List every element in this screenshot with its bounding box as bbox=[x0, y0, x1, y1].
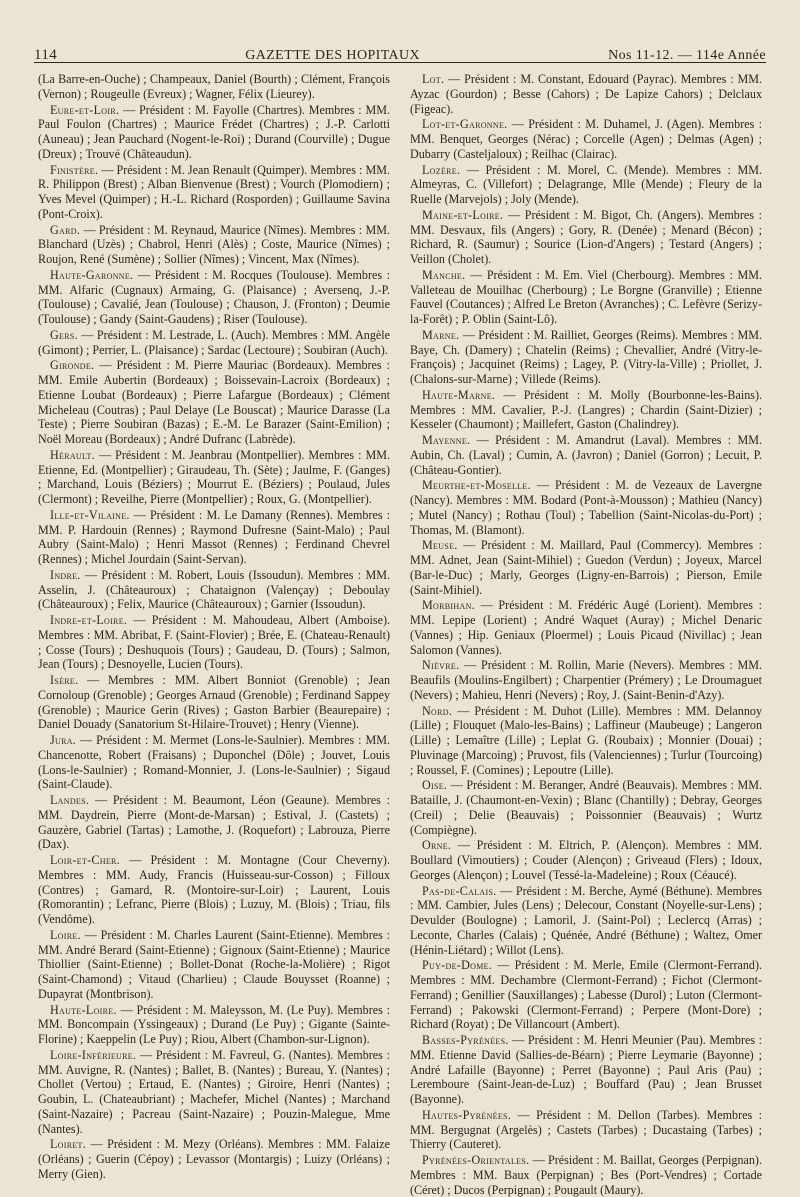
right-column bbox=[410, 72, 762, 1197]
department-name: Puy-de-Dome. bbox=[422, 958, 493, 973]
department-entry bbox=[410, 268, 762, 327]
department-name: Loiret. bbox=[50, 1137, 87, 1152]
committee-members: — Président : M. Amandrut (Laval). Membres : MM. Aubin, Ch. (Laval) ; Cumin, A. (Javron) ; Daniel (Gorron) ; Lecuit, P. (Château-Gontier). bbox=[410, 433, 762, 477]
department-entry bbox=[410, 778, 762, 837]
committee-members: — Président : M. Charles Laurent (Saint-Etienne). Membres : MM. André Berard (Saint-Etienne) ; Gignoux (Saint-Etienne) ; Maurice Thiollier (Saint-Etienne) ; Bollet-Donat (Roche-la-Molière) ; Rigot (Saint-Chamond) ; Vitaud (Charlieu) ; Claude Bouysset (Roanne) ; Dupayrat (Montbrison). bbox=[38, 927, 390, 1001]
department-name: Meurthe-et-Moselle. bbox=[422, 478, 531, 493]
department-name: Haute-Loire. bbox=[50, 1002, 117, 1017]
committee-members: — Président : M. Jeanbrau (Montpellier). Membres : MM. Etienne, Ed. (Montpellier) ; Giraudeau, Th. (Sète) ; Jaulme, F. (Ganges) ; Marchand, Louis (Béziers) ; Mourrut E. (Béziers) ; Poulaud, Jules (Clermont) ; Reveilhe, Pierre (Montpellier) ; Roux, G. (Montpellier). bbox=[38, 447, 390, 506]
department-entry bbox=[38, 72, 390, 102]
department-entry bbox=[38, 928, 390, 1002]
department-name: Pyrénées-Orientales. bbox=[422, 1153, 530, 1167]
department-name: Isère. bbox=[50, 673, 79, 687]
department-name: Ille-et-Vilaine. bbox=[50, 507, 130, 522]
committee-members: — Président : M. Mahoudeau, Albert (Amboise). Membres : MM. Abribat, F. (Saint-Flovier) ; Brée, E. (Chateau-Renault) ; Cosse (Tours) ; Deshuquois (Tours) ; Gaudeau, D. (Tours) ; Salmon, Jean (Tours) ; Desnoyelle, Lucien (Tours). bbox=[38, 613, 390, 672]
department-name: Eure-et-Loir. bbox=[50, 102, 120, 117]
department-entry bbox=[410, 838, 762, 882]
department-name: Loir-et-Cher. bbox=[50, 853, 120, 867]
department-entry bbox=[38, 103, 390, 162]
department-name: Haute-Marne. bbox=[422, 387, 496, 402]
committee-members: — Président : M. Duhamel, J. (Agen). Membres : MM. Benquet, Georges (Nérac) ; Corcelle (Agen) ; Delmas (Agen) ; Dubarry (Casteljaloux) ; Reilhac (Clairac). bbox=[410, 117, 762, 161]
committee-members: — Président : M. Montagne (Cour Cheverny). Membres : MM. Audy, Francis (Huisseau-sur-Cosson) ; Filloux (Contres) ; Gamard, R. (Montoire-sur-Loir) ; Laurent, Louis (Romorantin) ; Lefranc, Pierre (Blois) ; Luzuy, M. (Blois) ; Triau, fils (Vendôme). bbox=[38, 853, 390, 926]
committee-members: — Membres : MM. Albert Bonniot (Grenoble) ; Jean Cornoloup (Grenoble) ; Georges Arnaud (Grenoble) ; Ferdinand Sappey (Grenoble) ; Maurice Gerin (Rives) ; Gaston Barbier (Beaurepaire) ; Daniel Douady (Sanatorium St-Hilaire-Trouvet) ; Henry (Vienne). bbox=[38, 673, 390, 732]
department-entry bbox=[38, 448, 390, 507]
committee-members: — Président : M. Mezy (Orléans). Membres : MM. Falaize (Orléans) ; Guerin (Cépoy) ; Levassor (Montargis) ; Luizy (Orléans) ; Merry (Gien). bbox=[38, 1137, 390, 1181]
department-name: Pas-de-Calais. bbox=[422, 883, 497, 898]
department-name: Mayenne. bbox=[422, 433, 471, 447]
issue-info: Nos 11-12. — 114e Année bbox=[608, 48, 766, 63]
department-name: Indre-et-Loire. bbox=[50, 613, 128, 627]
committee-members: — Président : M. Le Damany (Rennes). Membres : MM. P. Hardouin (Rennes) ; Raymond Dufresne (Saint-Malo) ; Paul Aubry (Saint-Malo) ; Henri Massot (Rennes) ; Ferdinand Chevrel (Rennes) ; Michel Jourdain (Saint-Servan). bbox=[38, 507, 390, 566]
committee-members: — Président : M. Morel, C. (Mende). Membres : MM. Almeyras, C. (Villefort) ; Delagrange, Mlle (Mende) ; Fleury de la Ruelle (Marvejols) ; Joly (Mende). bbox=[410, 162, 762, 206]
department-name: Manche. bbox=[422, 267, 466, 282]
department-entry bbox=[410, 478, 762, 537]
department-name: Haute-Garonne. bbox=[50, 267, 134, 282]
department-entry bbox=[410, 704, 762, 778]
committee-members: — Président : M. Frédéric Augé (Lorient). Membres : MM. Lepipe (Lorient) ; André Waquet (Auray) ; Michel Denaric (Vannes) ; Hip. Geniaux (Ploermel) ; Louis Picaud (Nivillac) ; Jean Salomon (Vannes). bbox=[410, 598, 762, 657]
department-entry bbox=[38, 733, 390, 792]
committee-members: — Président : M. Em. Viel (Cherbourg). Membres : MM. Valleteau de Mouilhac (Cherbourg) ; Le Borgne (Granville) ; Etienne Fauvel (Coutances) ; Alfred Le Breton (Avranches) ; C. Lefèvre (Serizy-la-Forêt) ; P. Oblin (Saint-Lô). bbox=[410, 267, 762, 326]
committee-members: — Président : M. Jean Renault (Quimper). Membres : MM. R. Philippon (Brest) ; Alban Bienvenue (Brest) ; Vourch (Plomodiern) ; Yves Mevel (Quimper) ; H.-L. Richard (Rosporden) ; Guillaume Savina (Pont-Croix). bbox=[38, 162, 390, 221]
department-entry bbox=[38, 1048, 390, 1137]
department-entry bbox=[38, 568, 390, 612]
committee-members: — Président : M. Rollin, Marie (Nevers). Membres : MM. Beaufils (Moulins-Engilbert) ; Charpentier (Prémery) ; Le Droumaguet (Nevers) ; Mahieu, Henri (Nevers) ; Roy, J. (Saint-Benin-d'Azy). bbox=[410, 658, 762, 702]
department-entry bbox=[38, 268, 390, 327]
committee-members: — Président : M. Pierre Mauriac (Bordeaux). Membres : MM. Emile Aubertin (Bordeaux) ; Boissevain-Lacroix (Bordeaux) ; Etienne Loubat (Bordeaux) ; Pierre Lafargue (Bordeaux) ; Clément Micheleau (Coutras) ; Paul Delaye (Le Bouscat) ; Maurice Darasse (La Teste) ; Pierre Soubiran (Bazas) ; E.-M. Le Barazer (Saint-Emilion) ; Noël Moreau (Bordeaux) ; André Dufranc (Labrède). bbox=[38, 358, 390, 446]
department-name: Morbihan. bbox=[422, 598, 475, 613]
department-name: Loire. bbox=[50, 927, 81, 942]
department-entry bbox=[410, 328, 762, 387]
committee-members: — Président : M. Molly (Bourbonne-les-Bains). Membres : MM. Cavalier, P.-J. (Langres) ; Chardin (Saint-Dizier) ; Kesseler (Chaumont) ; Maillefert, Gaston (Chalindrey). bbox=[410, 387, 762, 432]
committee-members: — Président : M. Mermet (Lons-le-Saulnier). Membres : MM. Chancenotte, Robert (Fraisans) ; Duponchel (Dôle) ; Jouvet, Louis (Lons-le-Saulnier) ; Romand-Monnier, J. (Lons-le-Saulnier) ; Sigaud (Saint-Claude). bbox=[38, 733, 390, 792]
department-entry bbox=[38, 1003, 390, 1047]
committee-members: — Président : M. Beaumont, Léon (Geaune). Membres : MM. Daydrein, Pierre (Mont-de-Marsan) ; Estival, J. (Castets) ; Gauzère, Gabriel (Tartas) ; Lamothe, J. (Roquefort) ; Labrouza, Pierre (Dax). bbox=[38, 793, 390, 852]
department-entry bbox=[38, 793, 390, 852]
department-entry bbox=[410, 598, 762, 657]
department-entry bbox=[410, 72, 762, 116]
department-entry bbox=[38, 1137, 390, 1181]
department-name: Hérault. bbox=[50, 447, 95, 462]
committee-members: (La Barre-en-Ouche) ; Champeaux, Daniel (Bourth) ; Clément, François (Vernon) ; Rougeulle (Evreux) ; Wagner, Félix (Lieurey). bbox=[38, 72, 390, 101]
journal-title: GAZETTE DES HOPITAUX bbox=[245, 48, 421, 63]
committee-members: — Président : M. Railliet, Georges (Reims). Membres : MM. Baye, Ch. (Damery) ; Chatelin (Reims) ; Chevallier, André (Vitry-le-François) ; Jacquinet (Reims) ; Lagey, P. (Vitry-la-Ville) ; Priollet, J. (Chalons-sur-Marne) ; Villede (Reims). bbox=[410, 327, 762, 386]
department-name: Marne. bbox=[422, 327, 460, 342]
committee-members: — Président : M. Eltrich, P. (Alençon). Membres : MM. Boullard (Vimoutiers) ; Couder (Alençon) ; Griveaud (Flers) ; Idoux, Georges (Alençon) ; Louvel (Tessé-la-Madeleine) ; Roux (Céaucé). bbox=[410, 838, 762, 882]
committee-members: — Président : M. Maillard, Paul (Commercy). Membres : MM. Adnet, Jean (Saint-Mihiel) ; Guedon (Verdun) ; Joyeux, Marcel (Bar-le-Duc) ; Marly, Georges (Ligny-en-Barrois) ; Pierson, Emile (Saint-Mihiel). bbox=[410, 538, 762, 597]
department-entry bbox=[410, 1153, 762, 1197]
department-entry bbox=[38, 223, 390, 267]
committee-members: — Président : M. Favreul, G. (Nantes). Membres : MM. Auvigne, R. (Nantes) ; Ballet, B. (Nantes) ; Bureau, Y. (Nantes) ; Chollet (Vertou) ; Ertaud, E. (Nantes) ; Giroire, Henri (Nantes) ; Goubin, L. (Chateaubriant) ; Machefer, Michel (Nantes) ; Marchand (Saint-Nazaire) ; Pacreau (Saint-Nazaire) ; Pouzin-Malegue, Mme (Nantes). bbox=[38, 1047, 390, 1136]
department-name: Lot-et-Garonne. bbox=[422, 117, 508, 132]
committee-members: — Président : M. de Vezeaux de Lavergne (Nancy). Membres : MM. Bodard (Pont-à-Mousson) ; Mathieu (Nancy) ; Mutel (Nancy) ; Rothau (Toul) ; Tabellion (Saint-Nicolas-du-Port) ; Thomas, M. (Blamont). bbox=[410, 478, 762, 537]
committee-members: — Président : M. Duhot (Lille). Membres : MM. Delannoy (Lille) ; Flouquet (Malo-les-Bains) ; Laffineur (Maubeuge) ; Langeron (Lille) ; Lemaître (Lille) ; Leplat G. (Roubaix) ; Monnier (Douai) ; Pluvinage (Marcoing) ; Pruvost, fils (Valenciennes) ; Turlur (Tourcoing) ; Roussel, F. (Comines) ; Lepoutre (Lille). bbox=[410, 703, 762, 777]
committee-members: — Président : M. Fayolle (Chartres). Membres : MM. Paul Foulon (Chartres) ; Maurice Frédet (Chartres) ; J.-P. Carlotti (Auneau) ; Jean Pauchard (Nogent-le-Roi) ; Durand (Courville) ; Dugue (Dreux) ; Trouvé (Châteaudun). bbox=[38, 102, 390, 161]
department-name: Jura. bbox=[50, 733, 77, 747]
department-name: Nord. bbox=[422, 703, 453, 718]
department-entry bbox=[38, 613, 390, 672]
department-entry bbox=[410, 658, 762, 702]
department-name: Orne. bbox=[422, 838, 452, 853]
committee-members: — Président : M. Baillat, Georges (Perpignan). Membres : MM. Baux (Perpignan) ; Bes (Port-Vendres) ; Cortade (Céret) ; Ducos (Perpignan) ; Pougault (Maury). bbox=[410, 1153, 762, 1197]
department-name: Hautes-Pyrénées. bbox=[422, 1107, 512, 1122]
department-name: Maine-et-Loire. bbox=[422, 207, 504, 222]
department-name: Gironde. bbox=[50, 358, 95, 373]
department-entry bbox=[410, 958, 762, 1032]
department-name: Nièvre. bbox=[422, 658, 460, 673]
department-entry bbox=[38, 163, 390, 222]
department-name: Gard. bbox=[50, 222, 81, 237]
department-name: Landes. bbox=[50, 793, 90, 807]
department-entry bbox=[38, 673, 390, 732]
page-header bbox=[34, 38, 766, 64]
department-name: Basses-Pyrénées. bbox=[422, 1033, 509, 1047]
department-name: Loire-Inférieure. bbox=[50, 1047, 137, 1062]
department-entry bbox=[410, 117, 762, 161]
department-entry bbox=[410, 163, 762, 207]
department-entry bbox=[410, 1033, 762, 1107]
department-entry bbox=[410, 884, 762, 958]
department-entry bbox=[410, 433, 762, 477]
left-column bbox=[38, 72, 390, 1181]
committee-members: — Président : M. Reynaud, Maurice (Nîmes). Membres : MM. Blanchard (Uzès) ; Chabrol, Henri (Alès) ; Coste, Maurice (Nîmes) ; Roujon, René (Sumène) ; Sollier (Nîmes) ; Vincent, Max (Nîmes). bbox=[38, 222, 390, 266]
committee-members: — Président : M. Dellon (Tarbes). Membres : MM. Bergugnat (Argelès) ; Castets (Tarbes) ; Ducastaing (Tarbes) ; Thierry (Cauteret). bbox=[410, 1107, 762, 1152]
department-name: Meuse. bbox=[422, 538, 458, 553]
department-name: Lozère. bbox=[422, 162, 461, 177]
committee-members: — Président : M. Rocques (Toulouse). Membres : MM. Alfaric (Cugnaux) Armaing, G. (Plaisance) ; Aversenq, J.-P. (Toulouse) ; Cavalié, Jean (Toulouse) ; Chauson, J. (Fronton) ; Deumie (Toulouse) ; Gandy (Saint-Gaudens) ; Riser (Toulouse). bbox=[38, 267, 390, 326]
department-name: Lot. bbox=[422, 72, 445, 86]
department-entry bbox=[38, 508, 390, 567]
department-name: Oise. bbox=[422, 778, 448, 793]
committee-members: — Président : M. Henri Meunier (Pau). Membres : MM. Etienne David (Sallies-de-Béarn) ; Pierre Leymarie (Bayonne) ; André Lafaille (Bayonne) ; Perret (Bayonne) ; Paul Aris (Pau) ; Leremboure (Saint-Jean-de-Luz) ; Bouffard (Pau) ; Jean Brusset (Bayonne). bbox=[410, 1033, 762, 1106]
committee-members: — Président : M. Berche, Aymé (Béthune). Membres : MM. Cambier, Jules (Lens) ; Delecour, Constant (Noyelle-sur-Lens) ; Devulder (Boulogne) ; Lamoril, J. (Saint-Pol) ; Leclercq (Arras) ; Leconte, Charles (Calais) ; Quénée, André (Béthune) ; Waltez, Omer (Hénin-Liétard) ; Willot (Lens). bbox=[410, 883, 762, 957]
department-entry bbox=[38, 358, 390, 447]
committee-members: — Président : M. Maleysson, M. (Le Puy). Membres : MM. Boncompain (Yssingeaux) ; Durand (Le Puy) ; Gigante (Sainte-Florine) ; Kaeppelin (Le Puy) ; Riou, Albert (Chambon-sur-Lignon). bbox=[38, 1002, 390, 1046]
committee-members: — Président : M. Beranger, André (Beauvais). Membres : MM. Bataille, J. (Chaumont-en-Vexin) ; Blanc (Chantilly) ; Debray, Georges (Creil) ; Delie (Beauvais) ; Poissonnier (Beauvais) ; Wurtz (Compiègne). bbox=[410, 778, 762, 837]
department-entry bbox=[38, 853, 390, 927]
page-number: 114 bbox=[34, 47, 58, 63]
committee-members: — Président : M. Merle, Emile (Clermont-Ferrand). Membres : MM. Dechambre (Clermont-Ferrand) ; Fichot (Clermont-Ferrand) ; Genillier (Sauxillanges) ; Labesse (Durol) ; Luton (Clermont-Ferrand) ; Pakowski (Clermont-Ferrand) ; Perpere (Mont-Dore) ; Richard (Royat) ; De Villancourt (Ambert). bbox=[410, 958, 762, 1032]
department-entry bbox=[38, 328, 390, 358]
department-entry bbox=[410, 208, 762, 267]
department-entry bbox=[410, 388, 762, 432]
committee-members: — Président : M. Lestrade, L. (Auch). Membres : MM. Angèle (Gimont) ; Perrier, L. (Plaisance) ; Sardac (Lectoure) ; Soubiran (Auch). bbox=[38, 327, 390, 357]
department-name: Gers. bbox=[50, 327, 78, 342]
department-name: Finistère. bbox=[50, 162, 99, 177]
department-name: Indre. bbox=[50, 567, 81, 582]
committee-members: — Président : M. Robert, Louis (Issoudun). Membres : MM. Asselin, J. (Châteauroux) ; Chataignon (Valençay) ; Deboulay (Châteauroux) ; Felix, Maurice (Châteauroux) ; Garnier (Issoudun). bbox=[38, 567, 390, 612]
department-entry bbox=[410, 538, 762, 597]
header-rule bbox=[34, 62, 766, 63]
department-entry bbox=[410, 1108, 762, 1152]
committee-members: — Président : M. Constant, Edouard (Payrac). Membres : MM. Ayzac (Gourdon) ; Besse (Cahors) ; De Lapize Cahors) ; Delclaux (Figeac). bbox=[410, 72, 762, 116]
committee-members: — Président : M. Bigot, Ch. (Angers). Membres : MM. Desvaux, fils (Angers) ; Gory, R. (Denée) ; Menard (Bécon) ; Richard, R. (Saumur) ; Sourice (Lion-d'Angers) ; Testard (Angers) ; Veillon (Cholet). bbox=[410, 207, 762, 266]
